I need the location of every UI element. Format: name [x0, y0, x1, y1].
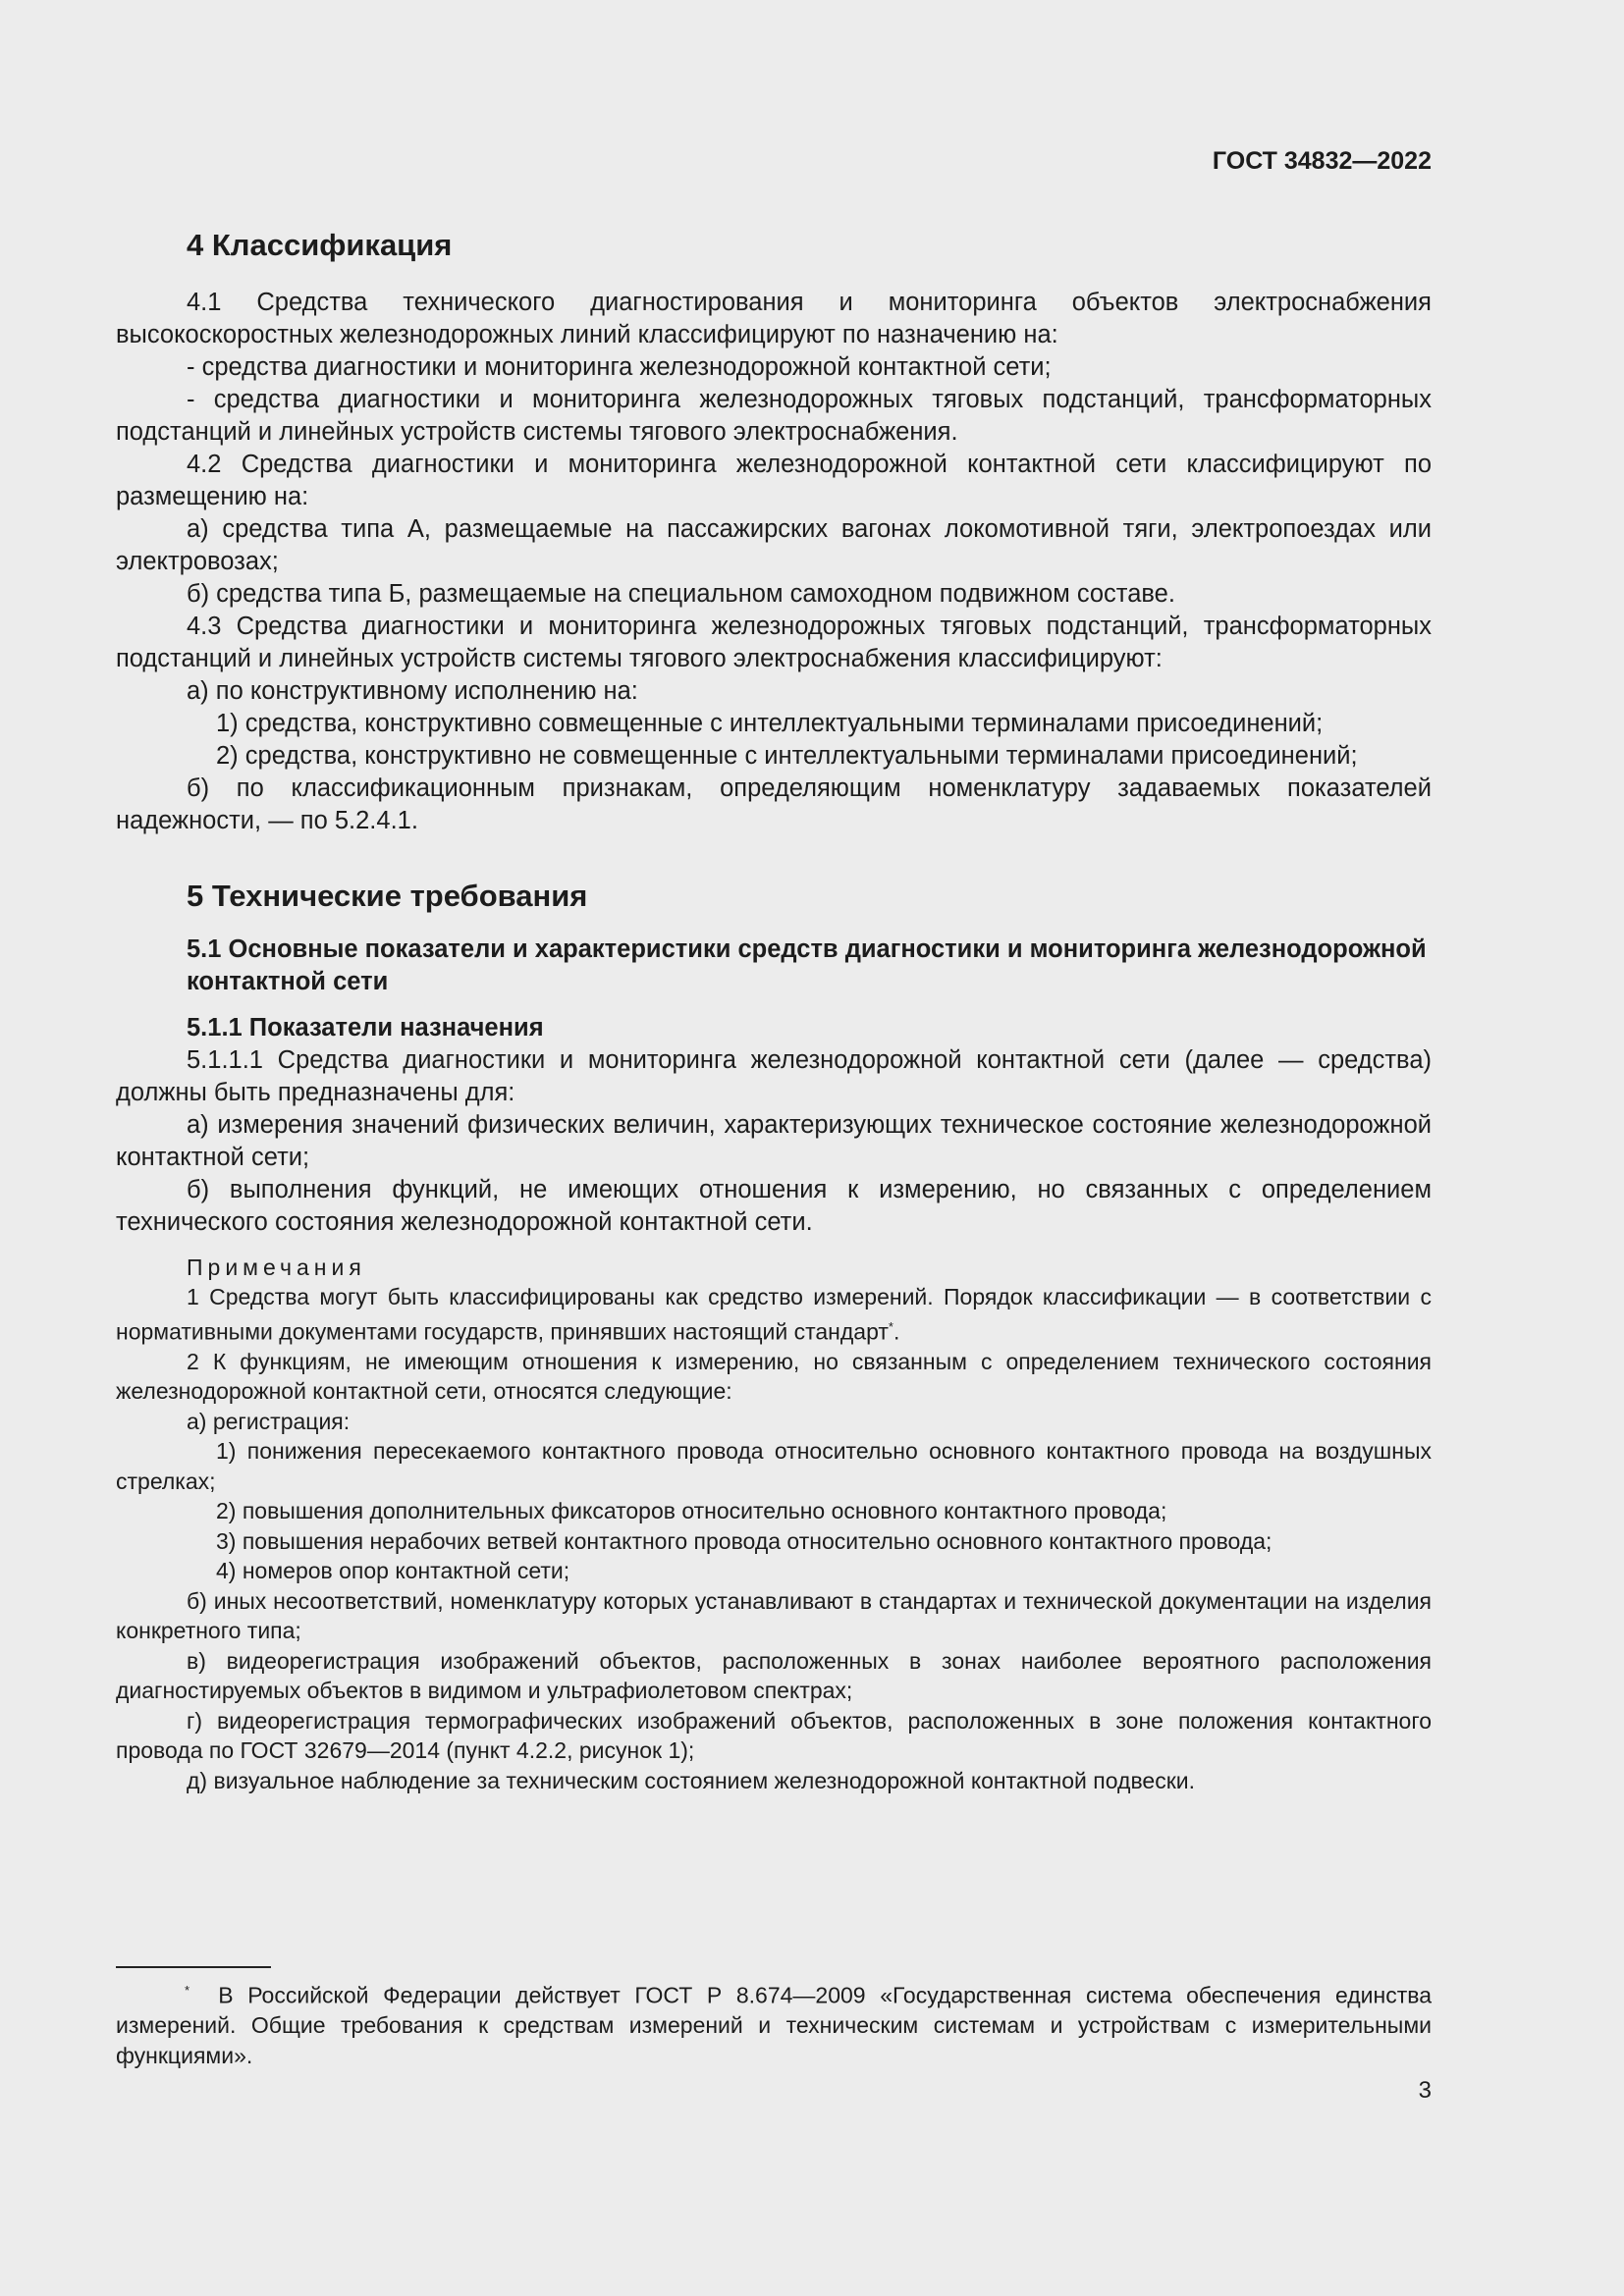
page-body — [116, 147, 1432, 1795]
footnote-text: В Российской Федерации действует ГОСТ Р 8.674—2009 «Государственная система обеспечения единства измерений. Общие требования к средствам измерений и техническим системам и устройствам с измерительными функциями». — [116, 1982, 1433, 2068]
footnote — [116, 1976, 1432, 2070]
note-1-end: . — [893, 1318, 900, 1345]
para-5-1-1-1-item: а) измерения значений физических величин, характеризующих техническое состояние железнодорожной контактной сети; — [116, 1111, 1432, 1171]
para-5-1-1-1-item: б) выполнения функций, не имеющих отношения к измерению, но связанных с определением технического состояния железнодорожной контактной сети. — [116, 1176, 1432, 1236]
note-2: 2 К функциям, не имеющим отношения к измерению, но связанным с определением технического состояния железнодорожной контактной сети, относятся следующие: — [116, 1348, 1432, 1405]
note-2-subitem: 4) номеров опор контактной сети; — [216, 1558, 570, 1584]
para-4-2: 4.2 Средства диагностики и мониторинга железнодорожной контактной сети классифицируют по размещению на: — [116, 451, 1432, 510]
para-4-3: 4.3 Средства диагностики и мониторинга железнодорожных тяговых подстанций, трансформаторных подстанций и линейных устройств системы тягового электроснабжения классифицируют: — [116, 613, 1432, 672]
page-number: 3 — [1418, 2077, 1432, 2104]
note-2-subitem: 2) повышения дополнительных фиксаторов относительно основного контактного провода; — [216, 1498, 1167, 1524]
para-4-3-item: б) по классификационным признакам, определяющим номенклатуру задаваемых показателей надежности, — по 5.2.4.1. — [116, 774, 1432, 834]
note-2-item: б) иных несоответствий, номенклатуру которых устанавливают в стандартах и технической документации на изделия конкретного типа; — [116, 1587, 1432, 1644]
note-2-item: д) визуальное наблюдение за техническим состоянием железнодорожной контактной подвески. — [187, 1767, 1196, 1793]
footnote-ref: * — [888, 1318, 893, 1334]
footnote-area — [116, 1966, 1432, 2070]
para-4-3-subitem: 1) средства, конструктивно совмещенные с интеллектуальными терминалами присоединений; — [216, 710, 1324, 737]
para-4-3-subitem: 2) средства, конструктивно не совмещенные с интеллектуальными терминалами присоединений; — [216, 742, 1358, 770]
subsection-5-1-1-title: 5.1.1 Показатели назначения — [187, 1014, 544, 1041]
note-2-item: г) видеорегистрация термографических изображений объектов, расположенных в зоне положения контактного провода по ГОСТ 32679—2014 (пункт 4.2.2, рисунок 1); — [116, 1707, 1432, 1764]
para-4-1-item: - средства диагностики и мониторинга железнодорожной контактной сети; — [187, 353, 1052, 381]
section-4-title: 4 Классификация — [187, 228, 453, 262]
note-2-subitem: 3) повышения нерабочих ветвей контактного провода относительно основного контактного провода; — [216, 1527, 1272, 1554]
para-4-3-item: а) по конструктивному исполнению на: — [187, 677, 638, 705]
note-1-text: 1 Средства могут быть классифицированы как средство измерений. Порядок классификации — в соответствии с нормативными документами государств, принявших настоящий стандарт — [116, 1284, 1432, 1345]
note-2-item: а) регистрация: — [187, 1408, 351, 1434]
subsection-5-1-title: 5.1 Основные показатели и характеристики средств диагностики и мониторинга железнодорожной контактной сети — [187, 935, 1427, 995]
note-2-item: в) видеорегистрация изображений объектов, расположенных в зонах наиболее вероятного расположения диагностируемых объектов в видимом и ультрафиолетовом спектрах; — [116, 1647, 1432, 1704]
para-4-1: 4.1 Средства технического диагностирования и мониторинга объектов электроснабжения высокоскоростных железнодорожных линий классифицируют по назначению на: — [116, 289, 1432, 348]
para-4-1-item: - средства диагностики и мониторинга железнодорожных тяговых подстанций, трансформаторных подстанций и линейных устройств системы тягового электроснабжения. — [116, 386, 1432, 446]
footnote-mark: * — [185, 1983, 190, 1998]
para-4-2-item: а) средства типа А, размещаемые на пассажирских вагонах локомотивной тяги, электропоездах или электровозах; — [116, 515, 1432, 575]
document-header: ГОСТ 34832—2022 — [1212, 147, 1432, 175]
para-5-1-1-1: 5.1.1.1 Средства диагностики и мониторинга железнодорожной контактной сети (далее — средства) должны быть предназначены для: — [116, 1046, 1432, 1106]
notes-title: Примечания — [187, 1255, 366, 1280]
footnote-rule — [116, 1966, 271, 1968]
note-2-subitem: 1) понижения пересекаемого контактного провода относительно основного контактного провода на воздушных стрелках; — [116, 1438, 1432, 1494]
section-5-title: 5 Технические требования — [187, 879, 588, 913]
note-1 — [116, 1282, 1432, 1347]
para-4-2-item: б) средства типа Б, размещаемые на специальном самоходном подвижном составе. — [187, 580, 1175, 608]
